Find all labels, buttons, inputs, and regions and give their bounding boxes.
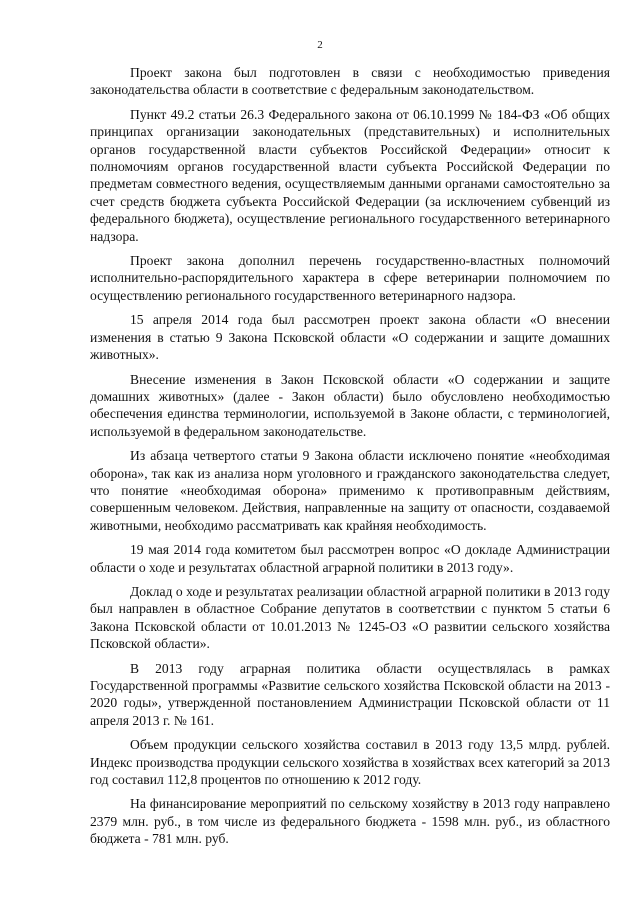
paragraph: В 2013 году аграрная политика области осуществлялась в рамках Государственной программы «Развитие сельского хозяйства Псковской области на 2013 - 2020 годы», утвержденной постановлением Администрации Псковской области от 11 апреля 2013 г. № 161.	[90, 660, 610, 728]
paragraph: Проект закона дополнил перечень государственно-властных полномочий исполнительно-распорядительного характера в сфере ветеринарии полномочием по осуществлению регионального государственного ветеринарного надзора.	[90, 253, 610, 303]
document-body	[90, 64, 610, 855]
paragraph: Доклад о ходе и результатах реализации областной аграрной политики в 2013 году был направлен в областное Собрание депутатов в соответствии с пунктом 5 статьи 6 Закона Псковской области от 10.01.2013 № 1245-ОЗ «О развитии сельского хозяйства Псковской области».	[90, 583, 610, 652]
paragraph: Внесение изменения в Закон Псковской области «О содержании и защите домашних животных» (далее - Закон области) было обусловлено необходимостью обеспечения единства терминологии, используемой в Законе области, с терминологией, используемой в федеральном законодательстве.	[90, 371, 610, 439]
paragraph: На финансирование мероприятий по сельскому хозяйству в 2013 году направлено 2379 млн. руб., в том числе из федерального бюджета - 1598 млн. руб., из областного бюджета - 781 млн. руб.	[90, 796, 610, 847]
paragraph: 15 апреля 2014 года был рассмотрен проект закона области «О внесении изменения в статью 9 Закона Псковской области «О содержании и защите домашних животных».	[90, 312, 610, 363]
paragraph: Из абзаца четвертого статьи 9 Закона области исключено понятие «необходимая оборона», так как из анализа норм уголовного и гражданского законодательства следует, что понятие «необходимая оборона» применимо к противоправным действиям, совершенным человеком. Действия, направленные на защиту от опасности, создаваемой животными, необходимо рассматривать как крайняя необходимость.	[90, 448, 610, 533]
paragraph: 19 мая 2014 года комитетом был рассмотрен вопрос «О докладе Администрации области о ходе и результатах областной аграрной политики в 2013 году».	[90, 542, 610, 575]
paragraph: Проект закона был подготовлен в связи с необходимостью приведения законодательства области в соответствие с федеральным законодательством.	[90, 65, 610, 98]
page-number: 2	[317, 39, 323, 51]
paragraph: Пункт 49.2 статьи 26.3 Федерального закона от 06.10.1999 № 184-ФЗ «Об общих принципах организации законодательных (представительных) и исполнительных органов государственной власти субъектов Российской Федерации» относит к полномочиям органов государственной власти субъекта Российской Федерации по предметам совместного ведения, осуществляемым данными органами самостоятельно за счет средств бюджета субъекта Российской Федерации (за исключением субвенций из федерального бюджета), осуществление регионального государственного ветеринарного надзора.	[90, 106, 610, 244]
paragraph: Объем продукции сельского хозяйства составил в 2013 году 13,5 млрд. рублей. Индекс производства продукции сельского хозяйства в хозяйствах всех категорий за 2013 год составил 112,8 процентов по отношению к 2012 году.	[90, 737, 610, 788]
